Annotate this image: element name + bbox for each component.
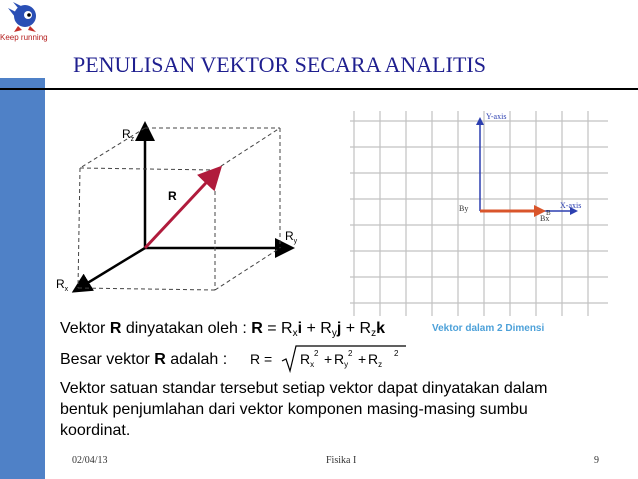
bx-label: Bx (540, 214, 550, 223)
footer-course: Fisika I (326, 455, 357, 466)
label-ry: R (285, 229, 294, 243)
label-r: R (168, 189, 177, 203)
formula-plus2: + (358, 351, 367, 367)
formula-t1-sup: 2 (314, 349, 319, 358)
title-divider (0, 88, 638, 90)
svg-text:Rx (300, 351, 314, 369)
b-label: B (546, 209, 551, 217)
vector-3d-diagram (50, 112, 355, 312)
formula-plus1: + (324, 351, 333, 367)
formula-t1-sub: x (310, 360, 315, 369)
formula-t1: R (300, 351, 311, 367)
label-rz-sub: z (130, 136, 135, 143)
formula-t2: R (334, 351, 345, 367)
svg-text:Ry (334, 351, 348, 369)
grid-caption: Vektor dalam 2 Dimensi (432, 323, 545, 334)
formula-lhs: R = (250, 351, 273, 367)
vector-2d-grid (350, 111, 608, 316)
unit-vector-paragraph: Vektor satuan standar tersebut setiap vektor dapat dinyatakan dalam bentuk penjumlahan dari vektor komponen masing-masing sumbu koordinat. (60, 380, 548, 439)
x-axis-label: X-axis (560, 201, 582, 210)
slide-title: PENULISAN VEKTOR SECARA ANALITIS (73, 52, 486, 77)
y-axis-label: Y-axis (486, 112, 507, 121)
label-rx-sub: x (64, 286, 69, 293)
formula-t3: R (368, 351, 379, 367)
footer-page-number: 9 (594, 455, 599, 466)
label-rz: R (122, 127, 131, 141)
footer-date: 02/04/13 (72, 455, 108, 466)
left-sidebar-band (0, 78, 45, 479)
logo-caption: Keep running (0, 33, 48, 42)
svg-text:Rx (56, 277, 69, 293)
label-ry-sub: y (293, 238, 298, 245)
formula-t3-sub: z (378, 360, 383, 369)
formula-t2-sub: y (344, 360, 349, 369)
magnitude-line: Besar vektor R adalah : (60, 351, 228, 368)
vector-r-arrow (145, 170, 218, 248)
by-label: By (459, 204, 469, 213)
projection-guide-lines (78, 128, 280, 290)
label-rx: R (56, 277, 65, 291)
svg-text:Ry (285, 229, 298, 245)
svg-text:Rz (368, 351, 382, 369)
magnitude-formula (248, 344, 408, 374)
x-axis-arrow (76, 248, 145, 290)
vector-definition-line: Vektor R dinyatakan oleh : $R = R_xi + R_yj + R_zk$ (60, 320, 386, 339)
formula-t2-sup: 2 (348, 349, 353, 358)
formula-t3-sup: 2 (394, 349, 399, 358)
